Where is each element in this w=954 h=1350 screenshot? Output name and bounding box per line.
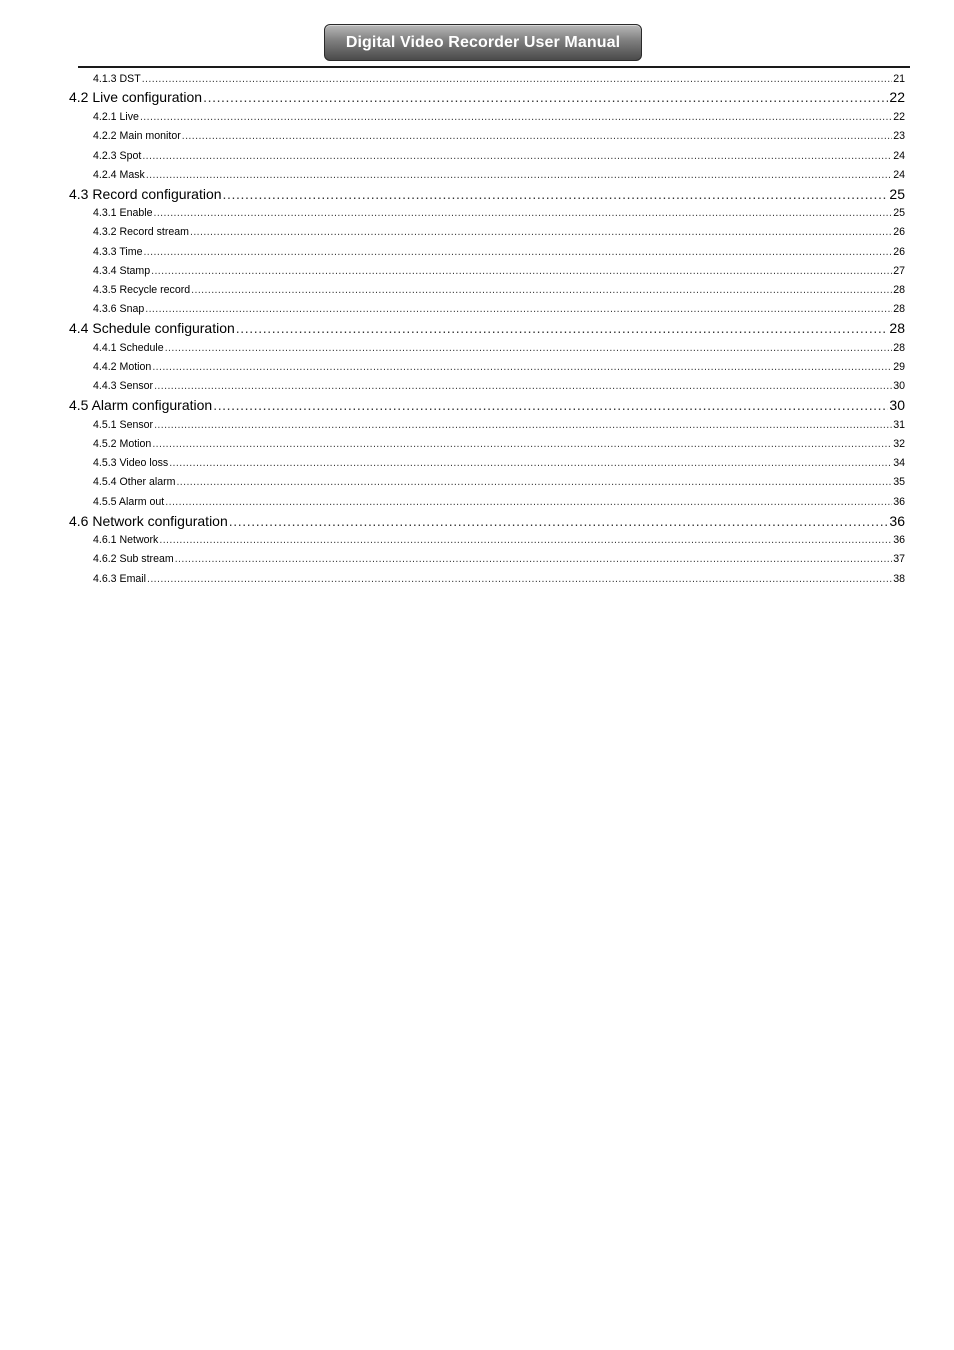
toc-section-entry[interactable] xyxy=(69,88,905,107)
toc-dot-leader xyxy=(213,396,888,415)
toc-subsection-entry[interactable] xyxy=(93,418,905,433)
toc-entry-title: 4.2.4 Mask xyxy=(93,169,145,181)
toc-dot-leader xyxy=(236,319,889,338)
toc-subsection-entry[interactable] xyxy=(93,206,905,221)
toc-page-number: 36 xyxy=(889,513,905,529)
toc-section-entry[interactable] xyxy=(69,512,905,531)
manual-title-badge xyxy=(324,24,642,61)
toc-subsection-entry[interactable] xyxy=(93,552,905,567)
toc-dot-leader xyxy=(152,360,892,375)
toc-page-number: 24 xyxy=(893,169,905,181)
toc-dot-leader xyxy=(165,341,893,356)
toc-subsection-entry[interactable] xyxy=(93,72,905,87)
toc-entry-title: 4.5.3 Video loss xyxy=(93,457,169,469)
toc-page-number: 27 xyxy=(893,265,905,277)
toc-page-number: 25 xyxy=(889,186,905,202)
toc-entry-title: 4.5.4 Other alarm xyxy=(93,476,176,488)
toc-entry-title: 4.2.3 Spot xyxy=(93,150,142,162)
toc-page-number: 28 xyxy=(893,303,905,315)
toc-entry-title: 4.3.2 Record stream xyxy=(93,226,189,238)
toc-page-number: 24 xyxy=(893,150,905,162)
toc-subsection-entry[interactable] xyxy=(93,149,905,164)
toc-dot-leader xyxy=(203,88,888,107)
toc-page-number: 35 xyxy=(893,476,905,488)
toc-section-entry[interactable] xyxy=(69,319,905,338)
toc-page-number: 34 xyxy=(893,457,905,469)
toc-page-number: 30 xyxy=(893,380,905,392)
toc-subsection-entry[interactable] xyxy=(93,437,905,452)
toc-subsection-entry[interactable] xyxy=(93,533,905,548)
header-divider xyxy=(78,66,910,68)
toc-page-number: 28 xyxy=(893,342,905,354)
toc-subsection-entry[interactable] xyxy=(93,360,905,375)
toc-dot-leader xyxy=(182,129,892,144)
toc-subsection-entry[interactable] xyxy=(93,225,905,240)
toc-entry-title: 4.3.3 Time xyxy=(93,246,143,258)
toc-page-number: 31 xyxy=(893,419,905,431)
toc-dot-leader xyxy=(169,456,892,471)
toc-entry-title: 4.6.2 Sub stream xyxy=(93,553,174,565)
toc-section-entry[interactable] xyxy=(69,185,905,204)
toc-page-number: 22 xyxy=(893,111,905,123)
toc-subsection-entry[interactable] xyxy=(93,245,905,260)
toc-entry-title: 4.5.1 Sensor xyxy=(93,419,154,431)
toc-subsection-entry[interactable] xyxy=(93,495,905,510)
toc-dot-leader xyxy=(140,110,892,125)
toc-entry-title: 4.3.5 Recycle record xyxy=(93,284,191,296)
toc-dot-leader xyxy=(143,245,892,260)
toc-page-number: 30 xyxy=(889,397,905,413)
toc-dot-leader xyxy=(229,512,889,531)
toc-dot-leader xyxy=(152,437,892,452)
toc-page-number: 28 xyxy=(893,284,905,296)
toc-entry-title: 4.5.5 Alarm out xyxy=(93,496,165,508)
toc-page-number: 26 xyxy=(893,246,905,258)
toc-entry-title: 4.6.3 Email xyxy=(93,573,146,585)
manual-title: Digital Video Recorder User Manual xyxy=(345,33,621,51)
toc-entry-title: 4.6.1 Network xyxy=(93,534,159,546)
toc-dot-leader xyxy=(175,552,893,567)
toc-entry-title: 4.4.1 Schedule xyxy=(93,342,164,354)
toc-entry-title: 4.6 Network configuration xyxy=(69,513,228,529)
toc-entry-title: 4.3 Record configuration xyxy=(69,186,222,202)
toc-dot-leader xyxy=(165,495,892,510)
toc-page-number: 36 xyxy=(893,496,905,508)
toc-subsection-entry[interactable] xyxy=(93,168,905,183)
toc-dot-leader xyxy=(151,264,892,279)
toc-entry-title: 4.2.1 Live xyxy=(93,111,139,123)
toc-subsection-entry[interactable] xyxy=(93,129,905,144)
toc-page-number: 28 xyxy=(889,320,905,336)
toc-page-number: 26 xyxy=(893,226,905,238)
toc-entry-title: 4.3.4 Stamp xyxy=(93,265,151,277)
toc-subsection-entry[interactable] xyxy=(93,302,905,317)
toc-subsection-entry[interactable] xyxy=(93,475,905,490)
toc-dot-leader xyxy=(147,572,892,587)
toc-dot-leader xyxy=(154,206,893,221)
toc-dot-leader xyxy=(190,225,892,240)
toc-entry-title: 4.1.3 DST xyxy=(93,73,141,85)
toc-dot-leader xyxy=(146,168,892,183)
toc-subsection-entry[interactable] xyxy=(93,341,905,356)
toc-dot-leader xyxy=(159,533,892,548)
toc-entry-title: 4.3.6 Snap xyxy=(93,303,145,315)
toc-dot-leader xyxy=(223,185,889,204)
toc-section-entry[interactable] xyxy=(69,396,905,415)
toc-subsection-entry[interactable] xyxy=(93,283,905,298)
toc-page-number: 25 xyxy=(893,207,905,219)
toc-subsection-entry[interactable] xyxy=(93,572,905,587)
toc-entry-title: 4.5 Alarm configuration xyxy=(69,397,213,413)
toc-page-number: 22 xyxy=(889,89,905,105)
toc-dot-leader xyxy=(145,302,892,317)
toc-page-number: 37 xyxy=(893,553,905,565)
toc-dot-leader xyxy=(154,418,892,433)
toc-entry-title: 4.5.2 Motion xyxy=(93,438,152,450)
toc-page-number: 23 xyxy=(893,130,905,142)
toc-page-number: 36 xyxy=(893,534,905,546)
toc-dot-leader xyxy=(176,475,892,490)
toc-entry-title: 4.4.3 Sensor xyxy=(93,380,154,392)
toc-dot-leader xyxy=(154,379,892,394)
toc-entry-title: 4.4 Schedule configuration xyxy=(69,320,235,336)
toc-page-number: 32 xyxy=(893,438,905,450)
toc-dot-leader xyxy=(191,283,892,298)
toc-entry-title: 4.2 Live configuration xyxy=(69,89,203,105)
toc-subsection-entry[interactable] xyxy=(93,456,905,471)
toc-subsection-entry[interactable] xyxy=(93,110,905,125)
toc-page-number: 29 xyxy=(893,361,905,373)
toc-entry-title: 4.3.1 Enable xyxy=(93,207,153,219)
toc-subsection-entry[interactable] xyxy=(93,379,905,394)
toc-page-number: 21 xyxy=(893,73,905,85)
toc-dot-leader xyxy=(142,149,892,164)
toc-subsection-entry[interactable] xyxy=(93,264,905,279)
toc-entry-title: 4.4.2 Motion xyxy=(93,361,152,373)
toc-page-number: 38 xyxy=(893,573,905,585)
toc-dot-leader xyxy=(142,72,893,87)
toc-entry-title: 4.2.2 Main monitor xyxy=(93,130,181,142)
